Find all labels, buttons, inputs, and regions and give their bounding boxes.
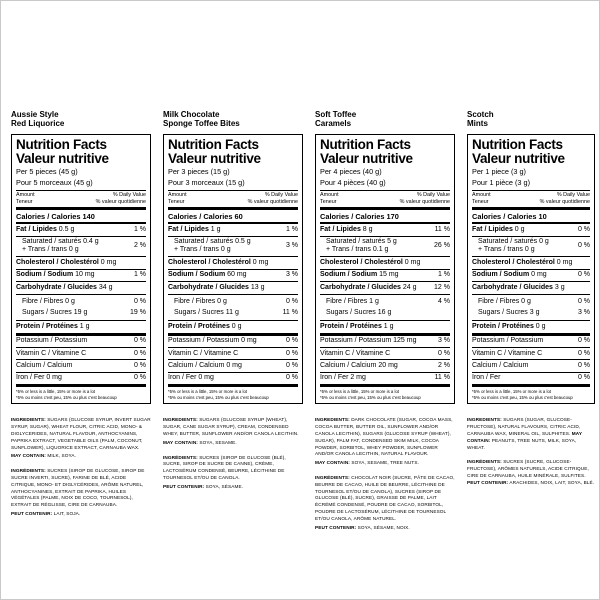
nutrient-label: Protein / Protéines 0 g — [168, 322, 242, 330]
ingredients-paragraph: INGREDIENTS: DARK CHOCOLATE (SUGAR, COCOA MASS, COCOA BUTTER, BUTTER OIL, SUNFLOWER AND/OR CANOLA LECITHIN), SUGARS (GLUCOSE SYRUP (WHEAT), SUGAR), PALM FAT, CONDENSED SKIM MILK, COCOA POWDER, SORBITOL, WHEY POWDER, SUNFLOWER AND/OR CANOLA LECITHIN, NATURAL FLAVOUR. — [315, 417, 453, 457]
nutrient-label: Calcium / Calcium — [16, 361, 73, 369]
nutrient-row — [320, 224, 450, 235]
nutrient-row — [168, 347, 298, 359]
nutrient-label: Iron / Fer 0 mg — [168, 374, 214, 382]
amount-header-left — [472, 192, 491, 206]
amount-header-right — [400, 192, 450, 206]
ingredients-paragraph: PEUT CONTENIR: SOYA, SÉSAME, NOIX. — [315, 524, 410, 530]
daily-value-label-en: % Daily Value — [556, 191, 590, 198]
amount-label-en: Amount — [472, 191, 491, 198]
serving-size-fr: Pour 3 morceaux (15 g) — [168, 177, 245, 187]
product-title-line1: Milk Chocolate — [163, 110, 220, 119]
amount-label-fr: Teneur — [16, 198, 33, 205]
serving-size-en: Per 3 pieces (15 g) — [168, 167, 230, 177]
daily-value-percent: 0 % — [133, 361, 146, 369]
amount-label-fr: Teneur — [472, 198, 489, 205]
nutrient-label: Sodium / Sodium 10 mg — [16, 271, 95, 279]
dv-footnote-en: *5% or less is a little, 15% or more is a lot — [472, 388, 552, 394]
nutrient-label: Cholesterol / Cholestérol 0 mg — [168, 258, 269, 266]
nutrient-row — [472, 336, 590, 347]
product-title-line2: Mints — [467, 119, 488, 129]
nutrient-row — [320, 347, 450, 359]
daily-value-percent: 26 % — [434, 242, 450, 250]
nutrition-panel — [163, 110, 303, 493]
daily-value-percent: 3 % — [285, 242, 298, 250]
product-title-line2: Caramels — [315, 119, 352, 129]
nutrient-row — [168, 372, 298, 384]
nutrient-label: Fibre / Fibres 0 g — [174, 297, 227, 305]
daily-value-percent: 19 % — [130, 308, 146, 316]
nf-title-en: Nutrition Facts — [472, 137, 563, 153]
nutrient-label: Carbohydrate / Glucides 3 g — [472, 283, 565, 291]
nutrient-label: Sugars / Sucres 19 g — [22, 308, 88, 316]
daily-value-percent: 0 % — [577, 242, 590, 250]
nutrient-label: Protein / Protéines 1 g — [320, 322, 394, 330]
daily-value-percent: 3 % — [577, 308, 590, 316]
serving-size-en: Per 1 piece (3 g) — [472, 167, 526, 177]
nutrition-panel — [11, 110, 151, 520]
nutrient-row — [472, 347, 590, 359]
nf-title-en: Nutrition Facts — [16, 137, 107, 153]
nutrient-label: Fibre / Fibres 0 g — [22, 297, 75, 305]
nutrient-row — [16, 347, 146, 359]
dv-footnote-en: *5% or less is a little, 15% or more is a lot — [320, 388, 400, 394]
daily-value-label-en: % Daily Value — [112, 191, 146, 198]
daily-value-label-fr: % valeur quotidienne — [399, 198, 450, 205]
daily-value-percent: 4 % — [437, 297, 450, 305]
nutrition-facts-table — [315, 134, 455, 404]
amount-label-fr: Teneur — [320, 198, 337, 205]
daily-value-percent: 1 % — [285, 225, 298, 233]
daily-value-percent: 1 % — [133, 225, 146, 233]
nutrient-label: Iron / Fer 2 mg — [320, 374, 366, 382]
nutrient-label: Saturated / saturés 0.5 g + Trans / trans 0 g — [174, 238, 251, 254]
nutrient-row — [16, 307, 146, 320]
nutrient-row — [168, 281, 298, 293]
calories-row: Calories / Calories 140 — [16, 210, 146, 225]
nutrient-row — [168, 336, 298, 347]
nutrient-row — [16, 336, 146, 347]
nutrient-label: Saturated / saturés 0.4 g + Trans / trans 0 g — [22, 238, 99, 254]
nutrient-row — [16, 372, 146, 384]
nf-title-fr: Valeur nutritive — [168, 151, 261, 167]
nutrient-row — [320, 294, 450, 308]
nutrient-row — [16, 269, 146, 281]
ingredients-paragraph: INGREDIENTS: SUGARS (GLUCOSE SYRUP, INVERT SUGAR SYRUP, SUGAR), WHEAT FLOUR, CITRIC ACID, MONO- & DIGLYCERIDES, NATURAL FLAVOUR, ANTHOCYANINS, PAPRIKA EXTRACT, VEGETABLE OILS (PALM, COCONUT, SUNFLOWER), LIQUORICE EXTRACT, CARNAUBA WAX. — [11, 417, 151, 450]
daily-value-percent: 0 % — [577, 374, 590, 382]
ingredients-paragraph: MAY CONTAIN: MILK, SOYA. — [11, 453, 76, 459]
amount-header-left — [168, 192, 187, 206]
nutrient-row — [168, 320, 298, 332]
ingredients-paragraph: INGREDIENTS: SUGARS (SUGAR, GLUCOSE-FRUCTOSE), NATURAL FLAVOURS, CITRIC ACID, CARNAUBA WAX, MINERAL OIL, SULPHITES. MAY CONTAIN: PEANUTS, TREE NUTS, MILK, SOYA, WHEAT. — [467, 417, 582, 450]
daily-value-percent: 0 % — [577, 225, 590, 233]
nutrient-label: Calcium / Calcium 0 mg — [168, 361, 242, 369]
nutrient-row — [472, 307, 590, 320]
nutrient-label: Sodium / Sodium 60 mg — [168, 271, 247, 279]
amount-header — [168, 190, 298, 207]
dv-footnote-en: *5% or less is a little, 15% or more is a lot — [168, 388, 248, 394]
daily-value-percent: 0 % — [577, 361, 590, 369]
ingredients — [467, 417, 595, 486]
amount-header-left — [320, 192, 339, 206]
nutrient-label: Sugars / Sucres 11 g — [174, 308, 239, 316]
nutrient-row — [16, 224, 146, 235]
nutrient-label: Sugars / Sucres 3 g — [478, 308, 540, 316]
nutrient-row — [320, 256, 450, 268]
nutrient-row — [320, 336, 450, 347]
ingredients-paragraph: INGRÉDIENTS: SUCRES (SIROP DE GLUCOSE (BLÉ), SUCRE, SIROP DE SUCRE DE CANNE), CRÈME, LACTOSÉRUM CONDENSÉ, BEURRE, LÉCITHINE DE TOURNESOL ET/OU DE CANOLA. — [163, 454, 286, 481]
nutrient-label: Cholesterol / Cholestérol 0 mg — [16, 258, 117, 266]
nutrient-row — [320, 359, 450, 371]
amount-label-en: Amount — [168, 191, 187, 198]
nutrient-label: Iron / Fer — [472, 374, 501, 382]
nutrient-label: Potassium / Potassium 125 mg — [320, 337, 417, 345]
nutrition-panel — [315, 110, 455, 534]
nutrient-row — [168, 269, 298, 281]
daily-value-label-fr: % valeur quotidienne — [539, 198, 590, 205]
nutrient-row — [168, 359, 298, 371]
daily-value-percent: 0 % — [285, 361, 298, 369]
dv-footnote — [472, 387, 590, 401]
product-title-line2: Sponge Toffee Bites — [163, 119, 240, 129]
ingredients-paragraph: INGRÉDIENTS: CHOCOLAT NOIR (SUCRE, PÂTE DE CACAO, BEURRE DE CACAO, HUILE DE BEURRE, LÉCITHINE DE TOURNESOL ET/OU DE CANOLA), SUCRES (SIROP DE GLUCOSE (BLÉ), SUCRE), GRAISSE DE PALME, LAIT ÉCRÉMÉ CONDENSÉ, POUDRE DE CACAO, SORBITOL, POUDRE DE LACTOSÉRUM, LÉCITHINE DE TOURNESOL ET/OU CANOLA, ARÔME NATUREL. — [315, 475, 455, 521]
nutrient-row — [320, 281, 450, 293]
nutrient-row — [16, 281, 146, 293]
nf-title-en: Nutrition Facts — [168, 137, 259, 153]
daily-value-percent: 0 % — [577, 349, 590, 357]
nutrient-row — [320, 320, 450, 332]
nutrient-label: Potassium / Potassium 0 mg — [168, 337, 257, 345]
product-title — [315, 110, 455, 128]
daily-value-label-fr: % valeur quotidienne — [95, 198, 146, 205]
daily-value-percent: 0 % — [285, 337, 298, 345]
nutrient-row — [472, 359, 590, 371]
nutrient-rows — [472, 224, 590, 384]
product-title-line1: Scotch — [467, 110, 494, 119]
nutrient-row — [472, 224, 590, 235]
serving-size-fr: Pour 1 pièce (3 g) — [472, 177, 531, 187]
nutrient-row — [472, 372, 590, 384]
nutrient-row — [320, 236, 450, 257]
nutrient-rows — [168, 224, 298, 384]
nutrient-row — [472, 269, 590, 281]
nutrient-row — [168, 307, 298, 320]
nutrient-label: Potassium / Potassium — [16, 337, 88, 345]
nutrition-facts-table — [467, 134, 595, 404]
nf-title-fr: Valeur nutritive — [16, 151, 109, 167]
nutrient-label: Potassium / Potassium — [472, 337, 544, 345]
nutrient-row — [168, 294, 298, 308]
amount-header — [472, 190, 590, 207]
calories-row: Calories / Calories 10 — [472, 210, 590, 225]
daily-value-label-en: % Daily Value — [416, 191, 450, 198]
serving-size-fr: Pour 4 pièces (40 g) — [320, 177, 386, 187]
nutrient-row — [168, 224, 298, 235]
nf-title-en: Nutrition Facts — [320, 137, 411, 153]
nutrient-label: Vitamin C / Vitamine C — [16, 349, 87, 357]
ingredients — [11, 417, 151, 518]
nutrient-label: Sodium / Sodium 0 mg — [472, 271, 547, 279]
daily-value-percent: 3 % — [437, 337, 450, 345]
nutrient-row — [168, 236, 298, 257]
nutrient-label: Protein / Protéines 1 g — [16, 322, 90, 330]
ingredients — [163, 417, 303, 490]
ingredients-paragraph: MAY CONTAIN: SOYA, SESAME. — [163, 439, 237, 445]
daily-value-percent: 2 % — [437, 361, 450, 369]
nutrient-label: Fibre / Fibres 0 g — [478, 297, 531, 305]
daily-value-label-en: % Daily Value — [264, 191, 298, 198]
product-title — [467, 110, 595, 128]
ingredients-paragraph: INGRÉDIENTS: SUCRES (SUCRE, GLUCOSE-FRUCTOSE), ARÔMES NATURELS, ACIDE CITRIQUE, CIRE DE CARNAUBA, HUILE MINÉRALE, SULFITES. PEUT CONTENIR: ARACHIDES, NOIX, LAIT, SOYA, BLÉ. — [467, 459, 595, 485]
daily-value-percent: 0 % — [285, 297, 298, 305]
product-title — [163, 110, 303, 128]
nutrient-row — [16, 359, 146, 371]
nutrition-facts-table — [163, 134, 303, 404]
panels — [1, 1, 599, 599]
serving-size-en: Per 5 pieces (45 g) — [16, 167, 78, 177]
daily-value-percent: 0 % — [133, 374, 146, 382]
nutrient-row — [472, 294, 590, 308]
dv-footnote — [16, 387, 146, 401]
amount-label-en: Amount — [16, 191, 35, 198]
daily-value-percent: 0 % — [437, 349, 450, 357]
nf-title-fr: Valeur nutritive — [320, 151, 413, 167]
dv-footnote — [168, 387, 298, 401]
nutrient-row — [16, 320, 146, 332]
nutrient-label: Sugars / Sucres 16 g — [326, 308, 392, 316]
nutrient-row — [16, 294, 146, 308]
nutrient-label: Calcium / Calcium 20 mg — [320, 361, 398, 369]
nutrient-row — [472, 236, 590, 257]
serving-size-en: Per 4 pieces (40 g) — [320, 167, 382, 177]
ingredients-paragraph: PEUT CONTENIR: LAIT, SOJA. — [11, 511, 81, 517]
nutrition-panel — [467, 110, 595, 489]
nutrient-rows — [320, 224, 450, 384]
nutrient-label: Cholesterol / Cholestérol 0 mg — [472, 258, 573, 266]
amount-header-right — [540, 192, 590, 206]
dv-footnote — [320, 387, 450, 401]
nutrient-label: Protein / Protéines 0 g — [472, 322, 546, 330]
daily-value-percent: 0 % — [133, 297, 146, 305]
nf-title-fr: Valeur nutritive — [472, 151, 565, 167]
daily-value-percent: 3 % — [285, 271, 298, 279]
ingredients-paragraph: MAY CONTAIN: SOYA, SESAME, TREE NUTS. — [315, 460, 419, 466]
amount-label-fr: Teneur — [168, 198, 185, 205]
product-title-line2: Red Liquorice — [11, 119, 65, 129]
daily-value-percent: 0 % — [133, 337, 146, 345]
nutrient-row — [16, 256, 146, 268]
nutrient-label: Fat / Lipides 0 g — [472, 225, 525, 233]
daily-value-label-fr: % valeur quotidienne — [247, 198, 298, 205]
nutrient-label: Fibre / Fibres 1 g — [326, 297, 379, 305]
amount-header-right — [96, 192, 146, 206]
nutrient-label: Fat / Lipides 8 g — [320, 225, 373, 233]
daily-value-percent: 0 % — [577, 337, 590, 345]
ingredients-paragraph: PEUT CONTENIR: SOYA, SÉSAME. — [163, 483, 244, 489]
nutrient-row — [320, 372, 450, 384]
nutrient-label: Calcium / Calcium — [472, 361, 529, 369]
nutrient-label: Carbohydrate / Glucides 34 g — [16, 283, 113, 291]
daily-value-percent: 0 % — [133, 349, 146, 357]
daily-value-percent: 1 % — [437, 271, 450, 279]
nutrient-label: Fat / Lipides 1 g — [168, 225, 221, 233]
daily-value-percent: 1 % — [133, 271, 146, 279]
serving-size-fr: Pour 5 morceaux (45 g) — [16, 177, 93, 187]
product-title-line1: Soft Toffee — [315, 110, 357, 119]
daily-value-percent: 12 % — [434, 283, 450, 291]
nutrient-label: Carbohydrate / Glucides 24 g — [320, 283, 417, 291]
amount-header-right — [248, 192, 298, 206]
daily-value-percent: 0 % — [577, 271, 590, 279]
nutrient-row — [320, 307, 450, 320]
nutrient-row — [472, 320, 590, 332]
dv-footnote-fr: *5% ou moins c'est peu, 15% ou plus c'est beaucoup — [472, 394, 573, 400]
nutrient-rows — [16, 224, 146, 384]
daily-value-percent: 11 % — [282, 308, 298, 316]
amount-label-en: Amount — [320, 191, 339, 198]
calories-row: Calories / Calories 170 — [320, 210, 450, 225]
amount-header — [16, 190, 146, 207]
nutrient-label: Carbohydrate / Glucides 13 g — [168, 283, 265, 291]
amount-header — [320, 190, 450, 207]
product-title-line1: Aussie Style — [11, 110, 59, 119]
nutrient-label: Sodium / Sodium 15 mg — [320, 271, 399, 279]
dv-footnote-fr: *5% ou moins c'est peu, 15% ou plus c'est beaucoup — [16, 394, 117, 400]
daily-value-percent: 0 % — [285, 349, 298, 357]
nutrient-label: Vitamin C / Vitamine C — [472, 349, 543, 357]
nutrient-label: Vitamin C / Vitamine C — [320, 349, 391, 357]
nutrient-label: Iron / Fer 0 mg — [16, 374, 62, 382]
nutrient-row — [472, 256, 590, 268]
daily-value-percent: 11 % — [434, 225, 450, 233]
nutrient-label: Vitamin C / Vitamine C — [168, 349, 239, 357]
nutrient-label: Fat / Lipides 0.5 g — [16, 225, 75, 233]
daily-value-percent: 0 % — [285, 374, 298, 382]
dv-footnote-fr: *5% ou moins c'est peu, 15% ou plus c'est beaucoup — [168, 394, 269, 400]
nutrient-label: Saturated / saturés 0 g + Trans / trans 0 g — [478, 238, 549, 254]
ingredients-paragraph: INGREDIENTS: SUGARS (GLUCOSE SYRUP (WHEAT), SUGAR, CANE SUGAR SYRUP), CREAM, CONDENSED WHEY, BUTTER, SUNFLOWER AND/OR CANOLA LECITHIN. — [163, 417, 299, 436]
calories-row: Calories / Calories 60 — [168, 210, 298, 225]
nutrient-label: Saturated / saturés 5 g + Trans / trans 0.1 g — [326, 238, 397, 254]
nutrient-row — [472, 281, 590, 293]
nutrient-label: Cholesterol / Cholestérol 0 mg — [320, 258, 421, 266]
ingredients — [315, 417, 455, 531]
nutrition-facts-table — [11, 134, 151, 404]
daily-value-percent: 0 % — [577, 297, 590, 305]
ingredients-paragraph: INGRÉDIENTS: SUCRES (SIROP DE GLUCOSE, SIROP DE SUCRE INVERTI, SUCRE), FARINE DE BLÉ, ACIDE CITRIQUE, MONO- ET DIGLYCÉRIDES, ARÔME NATUREL, ANTHOCYANINES, EXTRAIT DE PAPRIKA, HUILES VÉGÉTALES (PALME, NOIX DE COCO, TOURNESOL), EXTRAIT DE RÉGLISSE, CIRE DE CARNAUBA. — [11, 468, 145, 508]
nutrient-row — [320, 269, 450, 281]
nutrient-row — [168, 256, 298, 268]
product-title — [11, 110, 151, 128]
amount-header-left — [16, 192, 35, 206]
daily-value-percent: 11 % — [434, 374, 450, 382]
nutrient-row — [16, 236, 146, 257]
dv-footnote-en: *5% or less is a little, 15% or more is a lot — [16, 388, 96, 394]
dv-footnote-fr: *5% ou moins c'est peu, 15% ou plus c'est beaucoup — [320, 394, 421, 400]
daily-value-percent: 2 % — [133, 242, 146, 250]
